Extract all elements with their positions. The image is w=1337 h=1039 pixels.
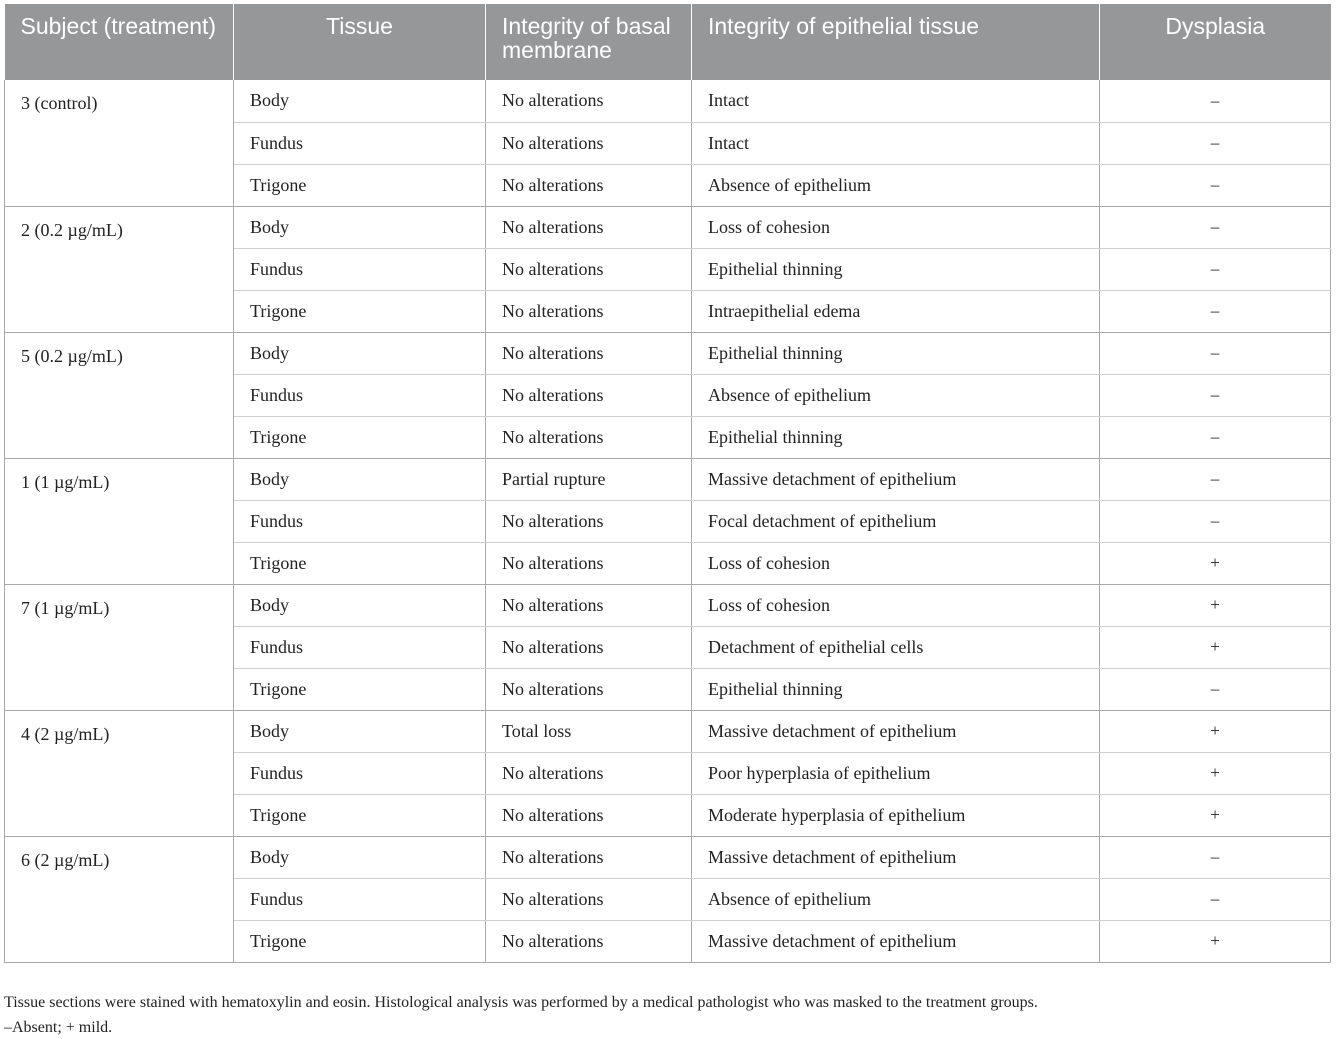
basal-membrane-cell: No alterations (486, 836, 692, 878)
dysplasia-cell: – (1100, 668, 1331, 710)
tissue-cell: Fundus (234, 122, 486, 164)
tissue-cell: Trigone (234, 920, 486, 962)
dysplasia-cell: – (1100, 122, 1331, 164)
epithelial-tissue-cell: Massive detachment of epithelium (692, 458, 1100, 500)
table-body (5, 80, 1331, 962)
epithelial-tissue-cell: Epithelial thinning (692, 332, 1100, 374)
epithelial-tissue-cell: Epithelial thinning (692, 416, 1100, 458)
table-row (5, 332, 1331, 374)
header-epithelial-tissue: Integrity of epithelial tissue (692, 4, 1100, 80)
basal-membrane-cell: Partial rupture (486, 458, 692, 500)
tissue-cell: Body (234, 710, 486, 752)
tissue-cell: Body (234, 206, 486, 248)
header-tissue: Tissue (234, 4, 486, 80)
dysplasia-cell: + (1100, 710, 1331, 752)
dysplasia-cell: – (1100, 80, 1331, 122)
epithelial-tissue-cell: Loss of cohesion (692, 584, 1100, 626)
dysplasia-cell: – (1100, 416, 1331, 458)
epithelial-tissue-cell: Poor hyperplasia of epithelium (692, 752, 1100, 794)
dysplasia-cell: – (1100, 290, 1331, 332)
basal-membrane-cell: No alterations (486, 500, 692, 542)
subject-cell: 2 (0.2 µg/mL) (5, 206, 234, 332)
subject-cell: 6 (2 µg/mL) (5, 836, 234, 962)
header-row (5, 4, 1331, 80)
histology-table (4, 4, 1331, 963)
tissue-cell: Body (234, 584, 486, 626)
epithelial-tissue-cell: Massive detachment of epithelium (692, 920, 1100, 962)
epithelial-tissue-cell: Loss of cohesion (692, 206, 1100, 248)
basal-membrane-cell: No alterations (486, 290, 692, 332)
dysplasia-cell: – (1100, 458, 1331, 500)
tissue-cell: Fundus (234, 878, 486, 920)
header-subject: Subject (treatment) (5, 4, 234, 80)
tissue-cell: Fundus (234, 500, 486, 542)
tissue-cell: Trigone (234, 416, 486, 458)
dysplasia-cell: – (1100, 500, 1331, 542)
subject-cell: 3 (control) (5, 80, 234, 206)
basal-membrane-cell: No alterations (486, 80, 692, 122)
tissue-cell: Trigone (234, 164, 486, 206)
basal-membrane-cell: No alterations (486, 416, 692, 458)
basal-membrane-cell: No alterations (486, 626, 692, 668)
dysplasia-cell: + (1100, 584, 1331, 626)
dysplasia-cell: – (1100, 206, 1331, 248)
basal-membrane-cell: No alterations (486, 122, 692, 164)
dysplasia-cell: + (1100, 542, 1331, 584)
basal-membrane-cell: No alterations (486, 374, 692, 416)
table-row (5, 458, 1331, 500)
epithelial-tissue-cell: Loss of cohesion (692, 542, 1100, 584)
tissue-cell: Fundus (234, 374, 486, 416)
table-row (5, 80, 1331, 122)
tissue-cell: Body (234, 458, 486, 500)
dysplasia-cell: – (1100, 164, 1331, 206)
basal-membrane-cell: No alterations (486, 920, 692, 962)
epithelial-tissue-cell: Moderate hyperplasia of epithelium (692, 794, 1100, 836)
basal-membrane-cell: No alterations (486, 332, 692, 374)
subject-cell: 5 (0.2 µg/mL) (5, 332, 234, 458)
header-dysplasia: Dysplasia (1100, 4, 1331, 80)
epithelial-tissue-cell: Intact (692, 122, 1100, 164)
footnote-methods: Tissue sections were stained with hematoxylin and eosin. Histological analysis was performed by a medical pathologist who was masked to the treatment groups. (4, 994, 1038, 1011)
tissue-cell: Trigone (234, 794, 486, 836)
epithelial-tissue-cell: Intact (692, 80, 1100, 122)
basal-membrane-cell: No alterations (486, 206, 692, 248)
basal-membrane-cell: Total loss (486, 710, 692, 752)
basal-membrane-cell: No alterations (486, 248, 692, 290)
table-row (5, 836, 1331, 878)
subject-cell: 7 (1 µg/mL) (5, 584, 234, 710)
histology-table-container (4, 4, 1330, 963)
tissue-cell: Trigone (234, 668, 486, 710)
table-row (5, 584, 1331, 626)
dysplasia-cell: – (1100, 374, 1331, 416)
dysplasia-cell: + (1100, 626, 1331, 668)
subject-cell: 4 (2 µg/mL) (5, 710, 234, 836)
tissue-cell: Body (234, 332, 486, 374)
tissue-cell: Trigone (234, 290, 486, 332)
dysplasia-cell: + (1100, 794, 1331, 836)
epithelial-tissue-cell: Detachment of epithelial cells (692, 626, 1100, 668)
tissue-cell: Fundus (234, 248, 486, 290)
table-row (5, 206, 1331, 248)
subject-cell: 1 (1 µg/mL) (5, 458, 234, 584)
epithelial-tissue-cell: Focal detachment of epithelium (692, 500, 1100, 542)
epithelial-tissue-cell: Epithelial thinning (692, 248, 1100, 290)
footnote-legend: –Absent; + mild. (4, 1019, 113, 1036)
epithelial-tissue-cell: Intraepithelial edema (692, 290, 1100, 332)
basal-membrane-cell: No alterations (486, 164, 692, 206)
epithelial-tissue-cell: Massive detachment of epithelium (692, 836, 1100, 878)
tissue-cell: Fundus (234, 626, 486, 668)
table-row (5, 710, 1331, 752)
basal-membrane-cell: No alterations (486, 752, 692, 794)
dysplasia-cell: – (1100, 332, 1331, 374)
epithelial-tissue-cell: Massive detachment of epithelium (692, 710, 1100, 752)
dysplasia-cell: + (1100, 920, 1331, 962)
dysplasia-cell: – (1100, 836, 1331, 878)
dysplasia-cell: – (1100, 878, 1331, 920)
dysplasia-cell: – (1100, 248, 1331, 290)
basal-membrane-cell: No alterations (486, 794, 692, 836)
dysplasia-cell: + (1100, 752, 1331, 794)
tissue-cell: Trigone (234, 542, 486, 584)
tissue-cell: Body (234, 836, 486, 878)
tissue-cell: Body (234, 80, 486, 122)
header-basal-membrane: Integrity of basal membrane (486, 4, 692, 80)
basal-membrane-cell: No alterations (486, 668, 692, 710)
epithelial-tissue-cell: Absence of epithelium (692, 374, 1100, 416)
basal-membrane-cell: No alterations (486, 584, 692, 626)
epithelial-tissue-cell: Absence of epithelium (692, 164, 1100, 206)
tissue-cell: Fundus (234, 752, 486, 794)
basal-membrane-cell: No alterations (486, 542, 692, 584)
basal-membrane-cell: No alterations (486, 878, 692, 920)
epithelial-tissue-cell: Epithelial thinning (692, 668, 1100, 710)
epithelial-tissue-cell: Absence of epithelium (692, 878, 1100, 920)
